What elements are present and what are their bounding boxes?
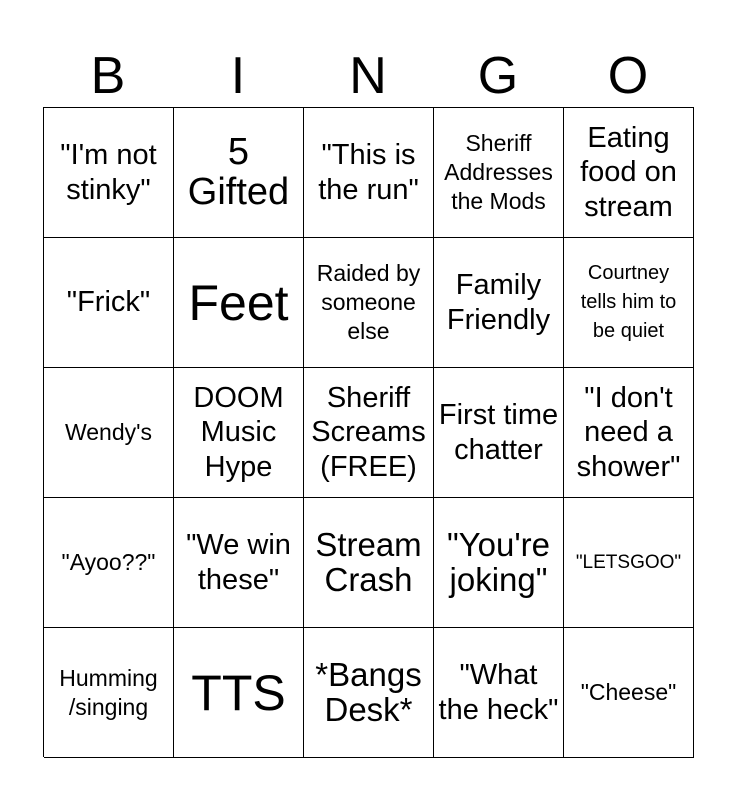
bingo-cell-r2c4[interactable]: Family Friendly xyxy=(434,238,564,368)
header-letter-g: G xyxy=(477,47,519,105)
bingo-cell-r3c3[interactable]: Sheriff Screams (FREE) xyxy=(304,368,434,498)
header-letter-n: N xyxy=(349,47,387,105)
bingo-header xyxy=(43,40,693,108)
bingo-cell-r4c3[interactable]: Stream Crash xyxy=(304,498,434,628)
bingo-cell-r2c5[interactable]: Courtney tells him to be quiet xyxy=(564,238,694,368)
bingo-cell-r5c2[interactable]: TTS xyxy=(174,628,304,758)
bingo-cell-r4c2[interactable]: "We win these" xyxy=(174,498,304,628)
bingo-cell-r4c5[interactable]: "LETSGOO" xyxy=(564,498,694,628)
bingo-cell-r5c5[interactable]: "Cheese" xyxy=(564,628,694,758)
bingo-cell-r4c4[interactable]: "You're joking" xyxy=(434,498,564,628)
bingo-cell-r5c1[interactable]: Humming /singing xyxy=(44,628,174,758)
bingo-cell-r1c2[interactable]: 5 Gifted xyxy=(174,108,304,238)
bingo-cell-r3c2[interactable]: DOOM Music Hype xyxy=(174,368,304,498)
bingo-cell-r3c4[interactable]: First time chatter xyxy=(434,368,564,498)
bingo-cell-r3c5[interactable]: "I don't need a shower" xyxy=(564,368,694,498)
bingo-cell-r1c5[interactable]: Eating food on stream xyxy=(564,108,694,238)
bingo-cell-r2c1[interactable]: "Frick" xyxy=(44,238,174,368)
bingo-cell-r5c3[interactable]: *Bangs Desk* xyxy=(304,628,434,758)
bingo-cell-r2c2[interactable]: Feet xyxy=(174,238,304,368)
bingo-cell-r1c4[interactable]: Sheriff Addresses the Mods xyxy=(434,108,564,238)
bingo-board xyxy=(43,107,694,757)
header-letter-b: B xyxy=(90,47,126,105)
bingo-cell-r1c1[interactable]: "I'm not stinky" xyxy=(44,108,174,238)
header-letter-o: O xyxy=(607,47,649,105)
bingo-cell-r3c1[interactable]: Wendy's xyxy=(44,368,174,498)
bingo-cell-r4c1[interactable]: "Ayoo??" xyxy=(44,498,174,628)
header-letter-i: I xyxy=(230,47,246,105)
bingo-cell-r5c4[interactable]: "What the heck" xyxy=(434,628,564,758)
bingo-cell-r2c3[interactable]: Raided by someone else xyxy=(304,238,434,368)
bingo-cell-r1c3[interactable]: "This is the run" xyxy=(304,108,434,238)
